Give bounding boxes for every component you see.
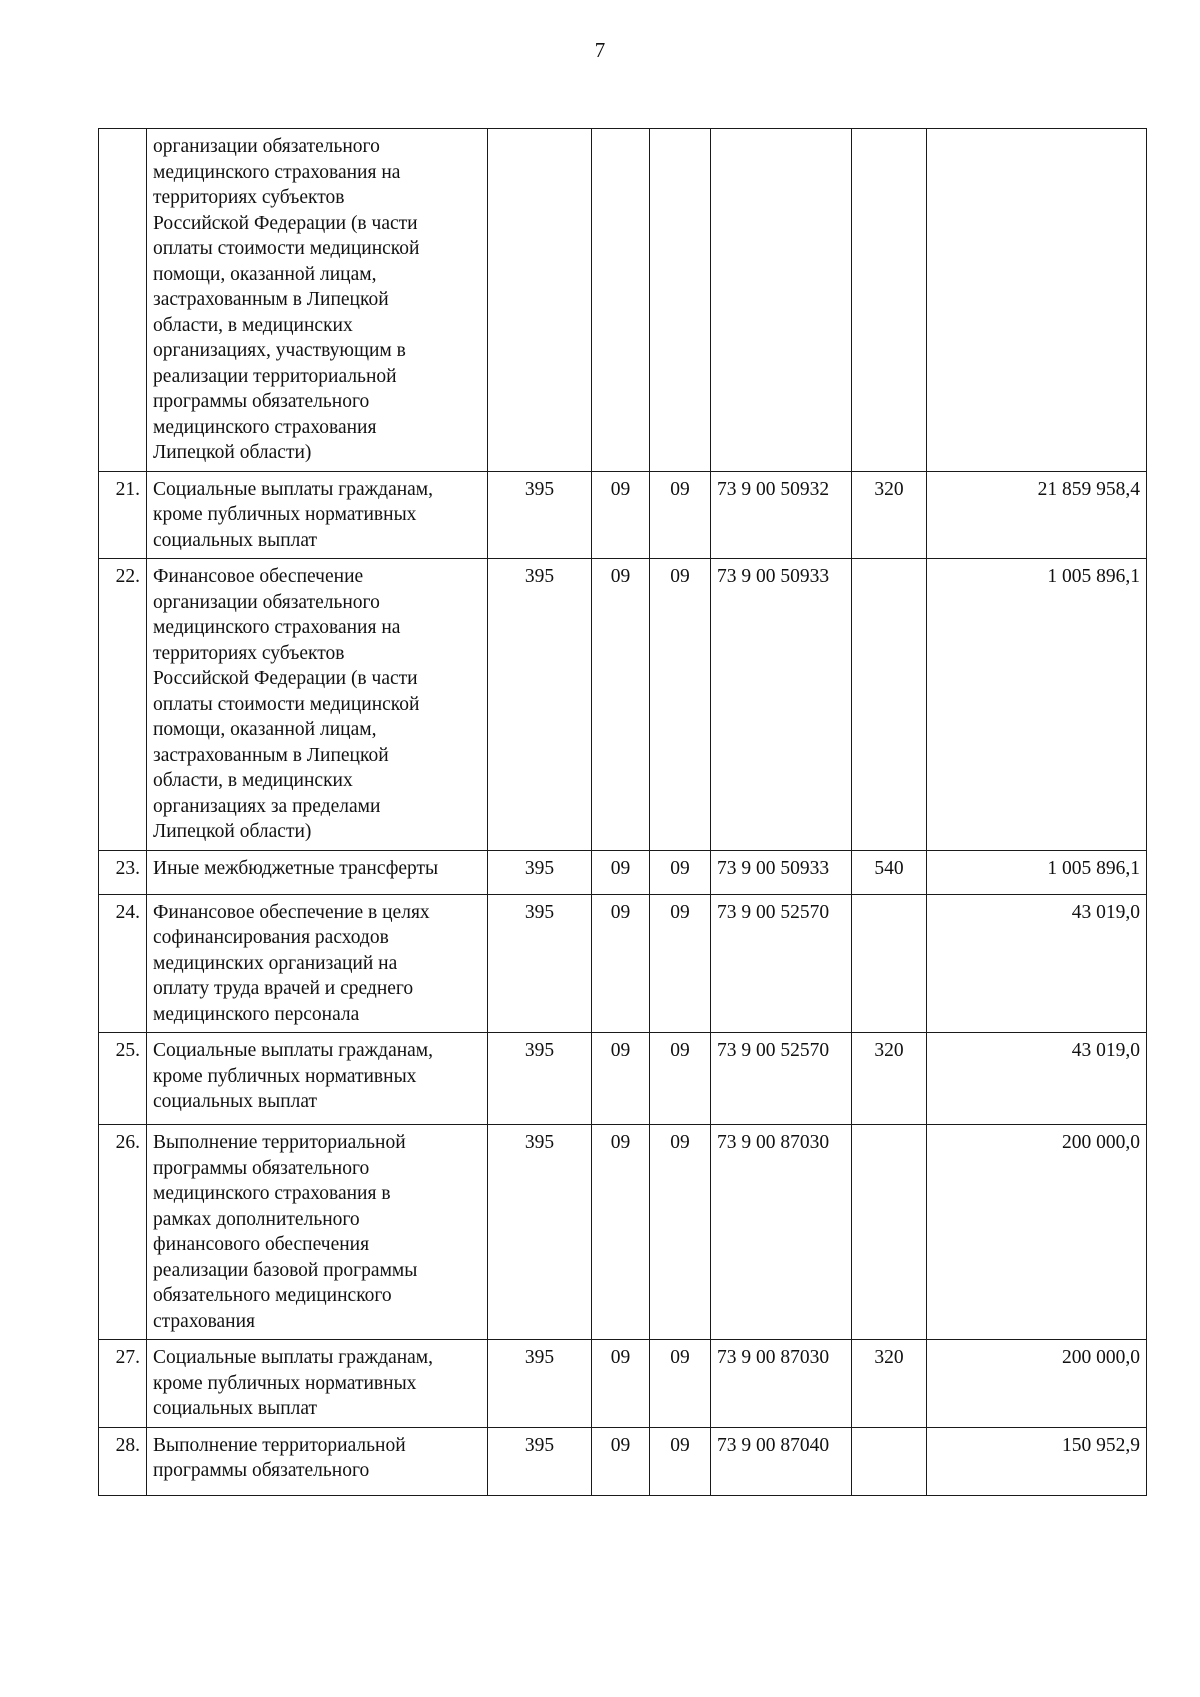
description-line: Липецкой области) — [153, 821, 312, 842]
row-description — [147, 471, 488, 559]
description-line: оплаты стоимости медицинской — [153, 693, 420, 715]
row-chapter-code: 395 — [488, 850, 592, 894]
description-line: кроме публичных нормативных — [153, 1372, 417, 1394]
row-description — [147, 559, 488, 851]
row-number: 27. — [99, 1340, 147, 1428]
description-line: обязательного медицинского — [153, 1285, 392, 1306]
row-subsection-code — [650, 129, 711, 472]
row-amount: 1 005 896,1 — [927, 559, 1147, 851]
description-line: организациях за пределами — [153, 795, 381, 817]
row-description — [147, 894, 488, 1033]
description-line: помощи, оказанной лицам, — [153, 719, 377, 740]
description-line: оплату труда врачей и среднего — [153, 978, 414, 999]
row-number: 24. — [99, 894, 147, 1033]
row-target-article-code: 73 9 00 87040 — [711, 1427, 852, 1495]
description-line: оплаты стоимости медицинской — [153, 238, 420, 259]
description-line: программы обязательного — [153, 1460, 370, 1481]
description-line: Иные межбюджетные трансферты — [153, 857, 439, 879]
row-expense-type-code — [852, 894, 927, 1033]
row-chapter-code — [488, 129, 592, 472]
description-line: программы обязательного — [153, 1157, 370, 1179]
description-line: реализации базовой программы — [153, 1259, 418, 1281]
description-line: финансового обеспечения — [153, 1234, 370, 1255]
table-row — [99, 129, 1147, 472]
description-line: Российской Федерации (в части — [153, 212, 418, 234]
row-number: 25. — [99, 1033, 147, 1125]
description-line: социальных выплат — [153, 529, 318, 551]
row-section-code — [592, 129, 650, 472]
description-line: медицинского страхования в — [153, 1183, 391, 1204]
description-line: Выполнение территориальной — [153, 1434, 406, 1456]
description-line: Финансовое обеспечение в целях — [153, 901, 430, 923]
row-chapter-code: 395 — [488, 1340, 592, 1428]
description-line: медицинского персонала — [153, 1003, 360, 1025]
description-line: рамках дополнительного — [153, 1208, 360, 1230]
row-expense-type-code — [852, 559, 927, 851]
description-line: застрахованным в Липецкой — [153, 289, 389, 310]
description-line: Российской Федерации (в части — [153, 668, 418, 689]
row-subsection-code: 09 — [650, 1427, 711, 1495]
row-chapter-code: 395 — [488, 559, 592, 851]
description-line: реализации территориальной — [153, 365, 397, 387]
page-number: 7 — [594, 38, 606, 62]
row-target-article-code: 73 9 00 50933 — [711, 559, 852, 851]
row-expense-type-code: 320 — [852, 471, 927, 559]
row-expense-type-code — [852, 1427, 927, 1495]
description-line: территориях субъектов — [153, 187, 345, 208]
description-line: застрахованным в Липецкой — [153, 744, 389, 766]
table-row — [99, 1033, 1147, 1125]
description-line: социальных выплат — [153, 1398, 318, 1419]
description-line: помощи, оказанной лицам, — [153, 263, 377, 285]
row-chapter-code: 395 — [488, 1427, 592, 1495]
row-subsection-code: 09 — [650, 894, 711, 1033]
row-section-code: 09 — [592, 1033, 650, 1125]
row-section-code: 09 — [592, 471, 650, 559]
row-description — [147, 850, 488, 894]
table-row — [99, 471, 1147, 559]
description-line: медицинских организаций на — [153, 952, 398, 974]
row-description — [147, 1427, 488, 1495]
row-expense-type-code: 540 — [852, 850, 927, 894]
row-target-article-code: 73 9 00 50932 — [711, 471, 852, 559]
row-expense-type-code: 320 — [852, 1340, 927, 1428]
description-line: социальных выплат — [153, 1091, 318, 1112]
row-description — [147, 1340, 488, 1428]
row-section-code: 09 — [592, 559, 650, 851]
row-target-article-code: 73 9 00 52570 — [711, 894, 852, 1033]
row-target-article-code: 73 9 00 87030 — [711, 1340, 852, 1428]
table-row — [99, 559, 1147, 851]
row-subsection-code: 09 — [650, 1125, 711, 1340]
row-section-code: 09 — [592, 1125, 650, 1340]
description-line: организации обязательного — [153, 591, 380, 613]
table-row — [99, 1427, 1147, 1495]
description-line: страхования — [153, 1310, 256, 1332]
description-line: программы обязательного — [153, 391, 370, 412]
table-row — [99, 1340, 1147, 1428]
row-number: 26. — [99, 1125, 147, 1340]
description-line: кроме публичных нормативных — [153, 504, 417, 525]
description-line: Социальные выплаты гражданам, — [153, 1040, 434, 1061]
row-subsection-code: 09 — [650, 850, 711, 894]
description-line: территориях субъектов — [153, 642, 345, 664]
row-number: 22. — [99, 559, 147, 851]
row-expense-type-code — [852, 129, 927, 472]
description-line: софинансирования расходов — [153, 927, 389, 948]
row-expense-type-code: 320 — [852, 1033, 927, 1125]
row-subsection-code: 09 — [650, 1033, 711, 1125]
description-line: Финансовое обеспечение — [153, 566, 364, 587]
row-chapter-code: 395 — [488, 894, 592, 1033]
description-line: медицинского страхования на — [153, 617, 401, 638]
row-target-article-code: 73 9 00 87030 — [711, 1125, 852, 1340]
row-section-code: 09 — [592, 850, 650, 894]
row-amount: 150 952,9 — [927, 1427, 1147, 1495]
row-amount: 200 000,0 — [927, 1340, 1147, 1428]
row-amount: 200 000,0 — [927, 1125, 1147, 1340]
description-line: Социальные выплаты гражданам, — [153, 478, 434, 500]
row-amount — [927, 129, 1147, 472]
description-line: медицинского страхования — [153, 416, 377, 438]
table-row — [99, 850, 1147, 894]
row-section-code: 09 — [592, 1427, 650, 1495]
row-description — [147, 1033, 488, 1125]
row-number: 28. — [99, 1427, 147, 1495]
description-line: Выполнение территориальной — [153, 1132, 406, 1153]
budget-table — [98, 128, 1147, 1496]
row-amount: 43 019,0 — [927, 1033, 1147, 1125]
row-description — [147, 1125, 488, 1340]
row-section-code: 09 — [592, 1340, 650, 1428]
description-line: области, в медицинских — [153, 770, 353, 791]
description-line: Социальные выплаты гражданам, — [153, 1347, 434, 1368]
description-line: кроме публичных нормативных — [153, 1065, 417, 1087]
table-body — [99, 129, 1147, 1496]
description-line: организациях, участвующим в — [153, 340, 406, 361]
row-description — [147, 129, 488, 472]
row-chapter-code: 395 — [488, 1033, 592, 1125]
row-number: 23. — [99, 850, 147, 894]
description-line: медицинского страхования на — [153, 161, 401, 183]
description-line: организации обязательного — [153, 136, 380, 157]
row-expense-type-code — [852, 1125, 927, 1340]
row-chapter-code: 395 — [488, 1125, 592, 1340]
row-section-code: 09 — [592, 894, 650, 1033]
row-amount: 21 859 958,4 — [927, 471, 1147, 559]
row-target-article-code: 73 9 00 52570 — [711, 1033, 852, 1125]
row-amount: 43 019,0 — [927, 894, 1147, 1033]
row-target-article-code — [711, 129, 852, 472]
row-amount: 1 005 896,1 — [927, 850, 1147, 894]
table-row — [99, 894, 1147, 1033]
description-line: Липецкой области) — [153, 442, 312, 463]
description-line: области, в медицинских — [153, 314, 353, 336]
row-subsection-code: 09 — [650, 471, 711, 559]
row-subsection-code: 09 — [650, 559, 711, 851]
table-row — [99, 1125, 1147, 1340]
row-number: 21. — [99, 471, 147, 559]
row-chapter-code: 395 — [488, 471, 592, 559]
row-subsection-code: 09 — [650, 1340, 711, 1428]
row-number — [99, 129, 147, 472]
row-target-article-code: 73 9 00 50933 — [711, 850, 852, 894]
